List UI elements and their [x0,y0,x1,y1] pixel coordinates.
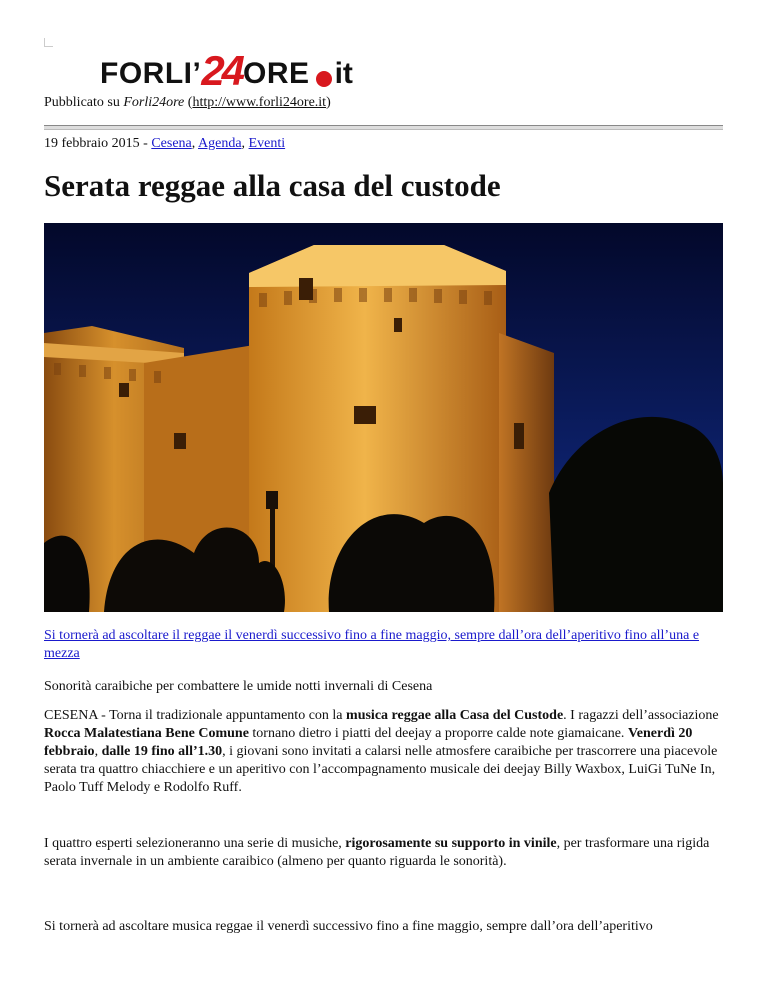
published-url-link[interactable]: http://www.forli24ore.it [192,95,327,110]
logo-tld: it [334,57,353,90]
logo-dot-icon [316,71,332,87]
paragraph-bold: dalle 19 fino all’1.30 [101,744,223,759]
logo-word-ore: ORE [243,57,310,90]
article-paragraph-1 [44,707,724,797]
article-date: 19 febbraio 2015 [44,136,140,151]
paragraph-text: , per trasformare una rigida serata invernale in un ambiente caraibico (almeno per quanto riguarda le sonorità). [44,836,710,869]
photo-caption[interactable] [44,627,724,663]
article-lead: Sonorità caraibiche per combattere le umide notti invernali di Cesena [44,679,433,694]
article-photo [44,223,723,612]
category-link-cesena[interactable]: Cesena [151,136,192,151]
article-title: Serata reggae alla casa del custode [44,168,501,203]
logo-number-24: 24 [201,47,243,94]
published-line [44,95,331,111]
published-prefix: Pubblicato su [44,95,124,110]
paragraph-bold: rigorosamente su supporto in vinile [345,836,557,851]
paragraph-bold: Venerdì 20 febbraio [44,726,693,759]
header-divider [44,125,723,130]
dateline-separator: - [139,136,152,151]
published-open-paren: ( [184,95,193,110]
article-paragraph-2 [44,835,724,871]
paragraph-text: , [94,744,102,759]
photo-caption-link[interactable]: Si tornerà ad ascoltare il reggae il venerdì successivo fino a fine maggio, sempre dall’ora dell’aperitivo fino all’una e mezza [44,628,700,661]
published-source: Forli24ore [123,95,185,110]
category-comma: , [241,136,249,151]
paragraph-text: tornano dietro i piatti del deejay a proporre calde note giamaicane. [248,726,628,741]
paragraph-text: , i giovani sono invitati a calarsi nelle atmosfere caraibiche per trascorrere una piacevole serata tra quattro chiacchiere e un aperitivo con l’accompagnamento musicale dei deejay Billy Waxbox, LuiGi TuNe In, Paolo Tuff Melody e Rodolfo Ruff. [44,744,718,795]
paragraph-text: I quattro esperti selezioneranno una serie di musiche, [44,836,346,851]
page-corner-mark [44,38,53,47]
logo-word-forli: FORLI’ [100,57,202,90]
site-logo[interactable] [100,44,353,94]
paragraph-text: . I ragazzi dell’associazione [563,708,719,723]
category-comma: , [191,136,198,151]
published-close-paren: ) [326,95,331,110]
dateline [44,136,285,152]
category-link-agenda[interactable]: Agenda [198,136,242,151]
paragraph-bold: musica reggae alla Casa del Custode [346,708,564,723]
paragraph-text: CESENA - Torna il tradizionale appuntamento con la [44,708,347,723]
article-paragraph-3: Si tornerà ad ascoltare musica reggae il venerdì successivo fino a fine maggio, sempre dall’ora dell’aperitivo [44,919,653,934]
category-link-eventi[interactable]: Eventi [248,136,286,151]
paragraph-bold: Rocca Malatestiana Bene Comune [44,726,249,741]
